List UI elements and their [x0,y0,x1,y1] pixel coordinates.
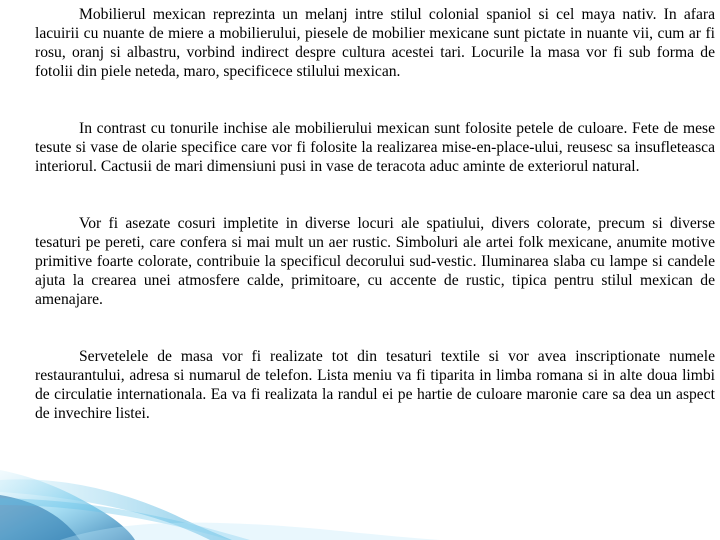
paragraph-napkins-menu: Servetelele de masa vor fi realizate tot din tesaturi textile si vor avea inscriptionate numele restaurantului, adresa si numarul de telefon. Lista meniu va fi tiparita in limba romana si in alte doua limbi de circulatie internationala. Ea va fi realizata la randul ei pe hartie de culoare maronie care sa dea un aspect de invechire listei. [35,348,715,422]
wave-band-2 [0,495,80,540]
wave-band-3 [0,479,232,540]
paragraph-decor-lighting: Vor fi asezate cosuri impletite in diverse locuri ale spatiului, divers colorate, precum si diverse tesaturi pe pereti, care confera si mai mult un aer rustic. Simboluri ale artei folk mexicane, anumite motive primitive foarte colorate, contribuie la specificul decorului sud-vestic. Iluminarea slaba cu lampe si candele ajuta la crearea unei atmosfere calde, primitoare, cu accente de rustic, tipica pentru stilul mexican de amenajare. [35,215,715,308]
paragraph-color-accents: In contrast cu tonurile inchise ale mobilierului mexican sunt folosite petele de culoare. Fete de mese tesute si vase de olarie specifice care vor fi folosite la realizarea mise-en-place-ului, reusesc sa insufleteasca interiorul. Cactusii de mari dimensiuni pusi in vase de teracota aduc aminte de exteriorul natural. [35,120,715,175]
wave-band-5 [60,523,440,540]
paragraph-furniture: Mobilierul mexican reprezinta un melanj intre stilul colonial spaniol si cel maya nativ. In afara lacuirii cu nuante de miere a mobilierului, piesele de mobilier mexicane sunt pictate in nuante vii, cum ar fi rosu, oranj si albastru, vorbind indirect despre cultura acestei tari. Locurile la masa vor fi sub forma de fotolii din piele neteda, maro, specificece stilului mexican. [35,6,715,80]
wave-band-4 [0,498,250,540]
body-text [35,5,715,423]
wave-band-1 [0,470,135,540]
